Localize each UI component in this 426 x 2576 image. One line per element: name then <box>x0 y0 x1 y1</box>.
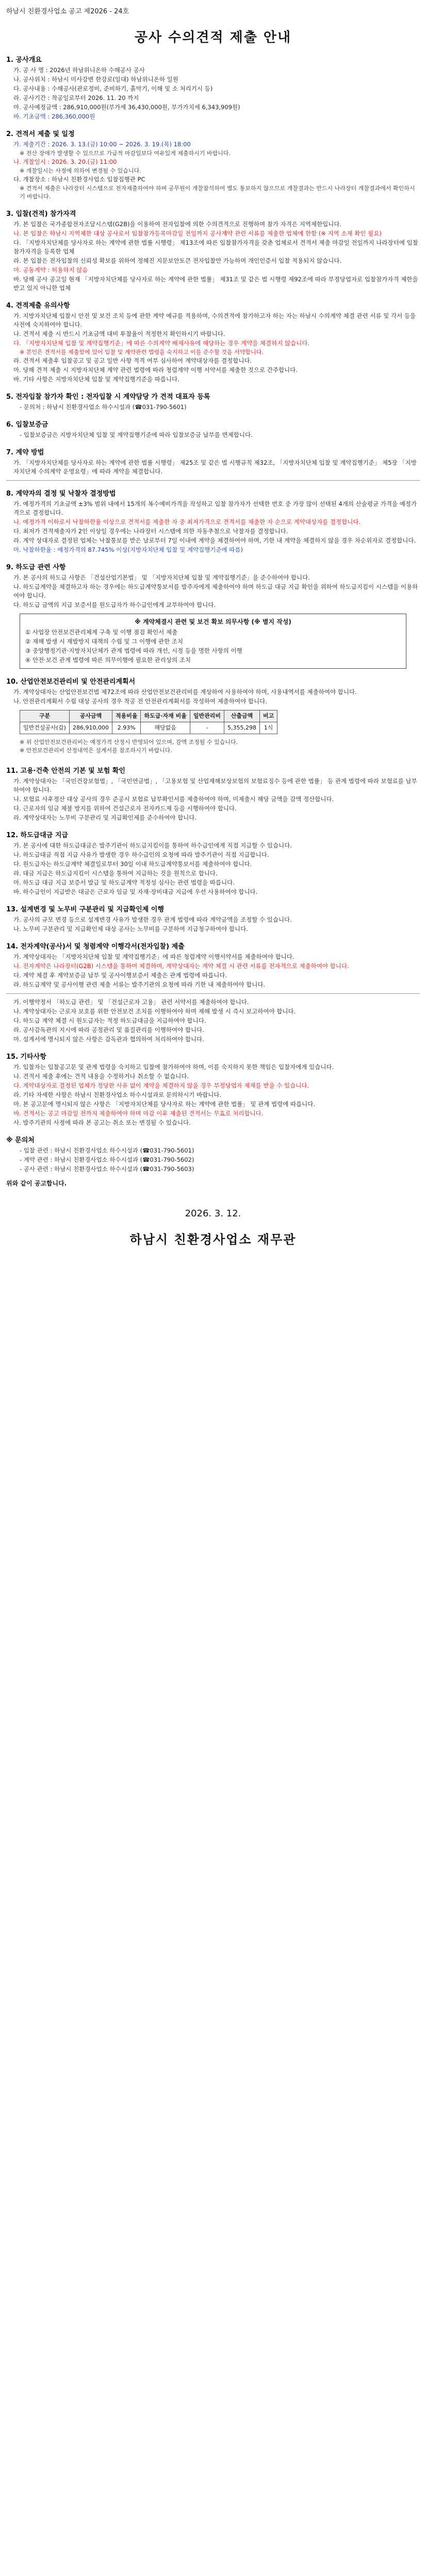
notice-sections <box>6 54 420 357</box>
section-6-heading: 6. 입찰보증금 <box>6 421 48 429</box>
section-9-heading: 9. 하도급 관련 사항 <box>6 564 66 571</box>
notice-line: 다. 개찰장소 : 하남시 친환경사업소 입찰집행관 PC <box>13 176 145 183</box>
section-8-heading: 8. 계약자의 결정 및 낙찰자 결정방법 <box>6 490 116 498</box>
section-13-heading: 13. 설계변경 및 노무비 구분관리 및 지급확인제 이행 <box>6 906 164 913</box>
column-header: 구분 <box>20 710 70 722</box>
column-header: 일반관리비 <box>190 710 224 722</box>
notice-line: 가. 본 공사에 대한 하도급대금은 발주기관이 하도급지킴이를 통하여 하수급인에게 직접 지급할 수 있습니다. <box>13 842 292 849</box>
notice-line: 나. 견적서 제출 시 반드시 기초금액 대비 투찰율이 적정한지 확인하시기 바랍니다. <box>13 330 225 337</box>
notice-line: 가. 「지방자치단체를 당사자로 하는 계약에 관한 법률 시행령」 제25조 및 같은 법 시행규칙 제32조, 「지방자치단체 입찰 및 계약집행기준」 제5장 「지방자치단체 수의계약 운영요령」에 따라 계약을 체결합니다. <box>13 459 417 475</box>
section-9-lines <box>6 573 420 609</box>
notice-line: 바. 기타 사항은 지방자치단체 입찰 및 계약집행기준을 따릅니다. <box>13 376 179 383</box>
notice-line: 마. 설계서에 명시되지 않은 사항은 감독관과 협의하여 처리하여야 합니다. <box>13 1036 204 1043</box>
notice-line: 가. 이행약정서 「하도급 관련」 및 「건설근로자 고용」 관련 서약서를 제출하여야 합니다. <box>13 998 249 1006</box>
notice-line: 라. 공사기간 : 착공일로부터 2026. 11. 20 까지 <box>13 94 139 101</box>
notice-line: ※ 위 산업안전보건관리비는 예정가격 산정시 반영되어 있으며, 감액 조정될 수 있습니다. <box>20 739 238 745</box>
notice-line: ※ 개찰일시는 사정에 의하여 변경될 수 있습니다. <box>20 167 141 174</box>
section-14-extra <box>6 998 420 1044</box>
notice-line: 라. 하도급계약 및 공사이행 관련 제출 서류는 발주기관의 요청에 따라 기한 내 제출하여야 합니다. <box>13 981 266 988</box>
contacts-heading: ※ 문의처 <box>6 1137 35 1144</box>
section-14-heading: 14. 전자계약(공사)서 및 청렴계약 이행각서(전자입찰) 제출 <box>6 943 185 951</box>
section-5-contact: - 문의처 : 하남시 친환경사업소 하수시설과 (☎031-790-5601) <box>20 403 187 411</box>
notice-line: 가. 예정가격의 기초금액 ±3% 범위 내에서 15개의 복수예비가격을 작성하고 입찰 참가자가 선택한 번호 중 가장 많이 선택된 4개의 산술평균 가격을 예정가격으로 결정합니다. <box>13 500 417 516</box>
notice-line: 나. 하도급대금 직접 지급 사유가 발생한 경우 하수급인의 요청에 따라 발주기관이 직접 지급합니다. <box>13 851 269 858</box>
notice-line: 바. 견적서는 공고 마감일 전까지 제출하여야 하며 마감 이후 제출된 견적서는 무효로 처리합니다. <box>13 1110 264 1117</box>
notice-line: 다. 최저가 견적제출자가 2인 이상일 경우에는 나라장터 시스템에 의한 자동추첨으로 낙찰자를 결정합니다. <box>13 528 288 535</box>
notice-line: 가. 공사의 규모 변경 등으로 설계변경 사유가 발생한 경우 관계 법령에 따라 계약금액을 조정할 수 있습니다. <box>13 916 292 923</box>
notice-line: 나. 전자계약은 나라장터(G2B) 시스템을 통하여 체결하며, 계약상대자는 계약 체결 시 관련 서류를 전자적으로 제출하여야 합니다. <box>13 962 349 970</box>
section-10-lines <box>6 688 420 706</box>
obligation-item: ③ 중앙행정기관·지방자치단체가 관계 법령에 따라 개선, 시정 등을 명한 사항의 이행 <box>25 647 242 654</box>
notice-line: 다. 「지방자치단체 입찰 및 계약집행기준」에 따른 수의계약 배제사유에 해당하는 경우 계약을 체결하지 않습니다. <box>13 340 310 347</box>
table-row <box>20 722 277 734</box>
section-12-heading: 12. 하도급대금 지급 <box>6 832 68 839</box>
notice-line: 바. 하수급인이 지급받은 대금은 근로자 임금 및 자재·장비대금 지급에 우선 사용하여야 합니다. <box>13 888 258 895</box>
notice-line: 마. 본 공고문에 명시되지 않은 사항은 「지방자치단체를 당사자로 하는 계약에 관한 법률」 및 관계 법령에 따릅니다. <box>13 1100 316 1108</box>
section-6-text: - 입찰보증금은 지방자치단체 입찰 및 계약집행기준에 따라 입찰보증금 납부를 면제합니다. <box>20 431 253 438</box>
obligation-box-items <box>25 628 401 665</box>
section-10-notes <box>6 738 420 755</box>
column-header: 공사금액 <box>69 710 112 722</box>
table-cell: 286,910,000 <box>69 722 112 734</box>
section-4-extra <box>6 357 420 384</box>
column-header: 비고 <box>259 710 277 722</box>
notice-line: 다. 계약 체결 후 계약보증금 납부 및 공사이행보증서 제출은 관계 법령에 따릅니다. <box>13 972 227 979</box>
notice-line: 라. 공사감독관의 지시에 따라 공정관리 및 품질관리를 이행하여야 합니다. <box>13 1026 204 1033</box>
column-header: 하도급·자재 비율 <box>141 710 190 722</box>
notice-line: 가. 지방자치단체 입찰시 안전 및 보건 조치 등에 관한 계약 예규를 적용하며, 수의견적에 참가하고자 하는 자는 하남시 수의계약 체결 관련 서류 및 각서 등을 사전에 숙지하여야 합니다. <box>13 312 416 328</box>
notice-line: 가. 제출기간 : 2026. 3. 13.(금) 10:00 ~ 2026. 3. 19.(목) 18:00 <box>13 141 191 148</box>
contact-line: - 공사 관련 : 하남시 친환경사업소 하수시설과 (☎031-790-5603) <box>20 1165 194 1173</box>
notice-line: 가. 공 사 명 : 2026년 하남위니온하 수해공사 공사 <box>13 66 145 74</box>
section-11-lines <box>6 777 420 822</box>
notice-line: 라. 견적서 제출후 입찰공고 및 공고 일반 사항 적격 여부 심사하여 계약대상자를 결정합니다. <box>13 357 252 364</box>
notice-line: 라. 기타 자세한 사항은 하남시 친환경사업소 하수시설과로 문의하시기 바랍니다. <box>13 1091 222 1098</box>
section-8-lines <box>6 500 420 554</box>
notice-line: 가. 계약상대자는 산업안전보건법 제72조에 따라 산업안전보건관리비를 계상하여 사용하여야 하며, 사용내역서를 제출하여야 합니다. <box>13 688 357 696</box>
section-14-lines <box>6 953 420 989</box>
contacts-lines <box>6 1146 420 1174</box>
notice-line: 가. 입찰자는 입찰공고문 및 관계 법령을 숙지하고 입찰에 참가하여야 하며, 이를 숙지하지 못한 책임은 입찰자에게 있습니다. <box>13 1063 334 1071</box>
section-heading: 3. 입찰(견적) 참가자격 <box>6 210 76 218</box>
obligation-item: ① 사업장 안전보건관리체계 구축 및 이행 점검 확인서 제출 <box>25 629 178 636</box>
notice-line: ※ 전산 장애가 발생할 수 있으므로 가급적 마감일보다 여유있게 제출하시기 바랍니다. <box>20 150 231 157</box>
notice-line: 마. 공동계약 : 허용하지 않음 <box>13 266 88 274</box>
issuer-name: 하남시 친환경사업소 재무관 <box>129 1232 297 1247</box>
obligation-box <box>20 614 406 669</box>
notice-line: ※ 안전보건관리비 산정내역은 설계서를 참조하시기 바랍니다. <box>20 747 172 754</box>
notice-line: 다. 하도급 금액의 지급 보증서를 원도급자가 하수급인에게 교부하여야 합니다. <box>13 601 216 608</box>
notice-line: 나. 공사위치 : 하남시 미사강변 한강로(일대) 하남위니온하 일원 <box>13 76 178 83</box>
notice-line: 다. 공사내용 : 수해공사(관로정비, 준비하기, 흙막기, 이해 및 소 처리기시 등) <box>13 85 213 92</box>
table-cell: 2.93% <box>112 722 141 734</box>
notice-line: 가. 본 입찰은 국가종합전자조달시스템(G2B)을 이용하여 전자입찰에 의한 수의견적으로 진행하며 참가 자격은 지역제한입니다. <box>13 221 342 228</box>
section-13-lines <box>6 916 420 934</box>
notice-line: 마. 공사예정금액 : 286,910,000원(부가세 36,430,000원, 부가가치세 6,343,909원) <box>13 104 240 111</box>
divider <box>6 993 420 994</box>
notice-line: 나. 안전관리계획서 수립 대상 공사의 경우 착공 전 안전관리계획서를 작성하여 제출하여야 합니다. <box>13 698 267 705</box>
notice-line: 나. 계약상대자는 근로자 보호를 위한 안전보건 조치를 이행하여야 하며 재해 발생 시 즉시 보고하여야 합니다. <box>13 1008 296 1015</box>
notice-line: 나. 견적서 제출 후에는 견적 내용을 수정하거나 취소할 수 없습니다. <box>13 1073 189 1080</box>
notice-line: 라. 본 입찰은 전자입찰의 신뢰성 확보를 위하여 정해진 지문보안토큰 전자입찰만 가능하며 개인인증서 입찰 적용되지 않습니다. <box>13 257 342 264</box>
section-12-lines <box>6 841 420 896</box>
notice-line: 가. 계약상대자는 「지방자치단체 입찰 및 계약집행기준」에 따른 청렴계약 이행서약서를 제출하여야 합니다. <box>13 953 294 960</box>
section-15-heading: 15. 기타사항 <box>6 1053 46 1061</box>
notice-line: 가. 본 공사의 하도급 사항은 「건설산업기본법」 및 「지방자치단체 입찰 및 계약집행기준」을 준수하여야 합니다. <box>13 574 310 581</box>
notice-line: 나. 보험료 사후정산 대상 공사의 경우 준공시 보험료 납부확인서를 제출하여야 하며, 미제출시 해당 금액을 감액 정산합니다. <box>13 795 334 803</box>
fee-table-header <box>20 710 277 722</box>
contact-line: - 계약 관련 : 하남시 친환경사업소 하수시설과 (☎031-790-5602) <box>20 1156 194 1163</box>
safety-fee-table <box>20 710 277 734</box>
notice-line: 다. 근로자의 임금 체불 방지를 위하여 건설근로자 전자카드제 등을 시행하여야 합니다. <box>13 805 237 812</box>
notice-line: 나. 개찰일시 : 2026. 3. 20.(금) 11:00 <box>13 158 117 165</box>
notice-line: 다. 「지방자치단체를 당사자로 하는 계약에 관한 법률 시행령」 제13조에 따른 입찰참가자격을 갖춘 업체로서 견적서 제출 마감일 전일까지 나라장터에 입찰참가자격을 등록한 업체 <box>13 239 418 255</box>
table-cell: - <box>190 722 224 734</box>
notice-number: 하남시 친환경사업소 공고 제2026 - 24호 <box>6 8 129 15</box>
obligation-item: ④ 안전·보건 관계 법령에 따른 의무이행에 필요한 관리상의 조치 <box>25 656 191 664</box>
notice-line: 사. 발주기관의 사정에 따라 본 공고는 취소 또는 변경될 수 있습니다. <box>13 1119 191 1126</box>
obligation-box-title: ※ 계약체결시 관련 및 보건 확보 의무사항 (※ 별지 작성) <box>135 618 291 625</box>
notice-line: 마. 낙찰하한율 : 예정가격의 87.745% 이상(지방자치단체 입찰 및 계약집행기준에 따름) <box>13 546 243 553</box>
section-7-lines <box>6 459 420 476</box>
notice-line: 다. 계약대상자로 결정된 업체가 정당한 사유 없이 계약을 체결하지 않을 경우 부정당업자 제재를 받을 수 있습니다. <box>13 1082 309 1089</box>
page-title: 공사 수의견적 제출 안내 <box>134 30 292 45</box>
notice-line: 다. 원도급자는 하도급계약 체결일로부터 30일 이내 하도급계약통보서를 제출하여야 합니다. <box>13 860 252 868</box>
closing-text: 위와 같이 공고합니다. <box>6 1180 67 1187</box>
notice-line: 라. 계약상대자는 노무비 구분관리 및 지급확인제를 준수하여야 합니다. <box>13 814 197 821</box>
table-cell: 5,355,298 <box>224 722 260 734</box>
section-5-heading: 5. 전자입찰 참가자 확인 : 전자입찰 시 계약담당 가 견적 대표자 등록 <box>6 393 210 401</box>
column-header: 산출금액 <box>224 710 260 722</box>
notice-line: 가. 계약상대자는 「국민건강보험법」, 「국민연금법」, 「고용보험 및 산업재해보상보험의 보험료징수 등에 관한 법률」 등 관계 법령에 따라 보험료를 납부하여야 합니다. <box>13 777 417 793</box>
notice-line: 바. 당해 공사 공고일 현재 「지방자치단체를 당사자로 하는 계약에 관한 법률」 제31조 및 같은 법 시행령 제92조에 따라 부정당업자로 입찰참가자격 제한을 받고 있지 아니한 업체 <box>13 276 418 292</box>
section-15-lines <box>6 1063 420 1127</box>
section-11-heading: 11. 고용·건축 안전의 기본 및 보험 확인 <box>6 767 125 775</box>
notice-line: 다. 하도급 계약 체결 시 원도급자는 적정 하도급대금을 지급하여야 합니다. <box>13 1017 206 1024</box>
notice-line: 라. 계약 상대자로 결정된 업체는 낙찰통보를 받은 날로부터 7일 이내에 계약을 체결하여야 하며, 기한 내 계약을 체결하지 않을 경우 차순위자로 결정합니다. <box>13 537 416 544</box>
section-heading: 4. 견적제출 유의사항 <box>6 302 70 310</box>
table-cell: 해당없음 <box>141 722 190 734</box>
table-cell: 1식 <box>259 722 277 734</box>
notice-line: ※ 본인은 견적서를 제출함에 있어 입찰 및 계약관련 법령을 숙지하고 이를 준수할 것을 서약합니다. <box>20 349 264 355</box>
section-7-heading: 7. 계약 방법 <box>6 449 44 456</box>
section-10-heading: 10. 산업안전보건관리비 및 안전관리계획서 <box>6 678 136 686</box>
contact-line: - 입찰 관련 : 하남시 친환경사업소 하수시설과 (☎031-790-5601) <box>20 1147 194 1154</box>
section-heading: 2. 견적서 제출 및 일정 <box>6 130 75 138</box>
notice-line: 마. 당해 견적 제출 시 지방자치단체 계약 관련 법령에 따라 청렴계약 이행 서약서를 제출한 것으로 간주합니다. <box>13 366 298 374</box>
column-header: 적용비율 <box>112 710 141 722</box>
notice-line: 나. 예정가격 이하로서 낙찰하한율 이상으로 견적서를 제출한 자 중 최저가격으로 견적서를 제출한 자 순으로 계약대상자를 결정합니다. <box>13 518 361 526</box>
table-cell: 일반건설공사(갑) <box>20 722 70 734</box>
notice-line: 나. 노무비 구분관리 및 지급확인제 대상 공사는 노무비를 구분하여 지급청구하여야 합니다. <box>13 925 248 933</box>
section-heading: 1. 공사개요 <box>6 56 42 64</box>
notice-date: 2026. 3. 12. <box>185 1208 241 1219</box>
notice-line: 바. 기초금액 : 286,360,000원 <box>13 113 95 120</box>
divider <box>6 480 420 481</box>
notice-line: ※ 견적서 제출은 나라장터 시스템으로 전자제출하여야 하며 공무원이 개찰참석하여 별도 통보하지 않으므로 개찰결과는 반드시 나라장터 개찰결과에서 확인하시기 바랍니다. <box>20 185 415 200</box>
notice-line: 마. 하도급 대금 지급 보증서 발급 및 하도급계약 적정성 심사는 관련 법령을 따릅니다. <box>13 879 235 886</box>
notice-line: 라. 대금 지급은 하도급지킴이 시스템을 통하여 지급하는 것을 원칙으로 합니다. <box>13 870 218 877</box>
notice-line: 나. 본 입찰은 하남시 지역제한 대상 공사로서 입찰참가등록마감일 전일까지 공사계약 관련 서류를 제출한 업체에 한함 (※ 지역 소재 확인 필요) <box>13 230 382 237</box>
obligation-item: ② 재해 발생 시 재발방지 대책의 수립 및 그 이행에 관한 조치 <box>25 638 184 645</box>
notice-line: 나. 하도급계약을 체결하고자 하는 경우에는 하도급계약통보서를 발주자에게 제출하여야 하며 하도급 대금 지급 확인을 위하여 하도급지킴이 시스템을 이용하여야 합니다. <box>13 583 418 599</box>
